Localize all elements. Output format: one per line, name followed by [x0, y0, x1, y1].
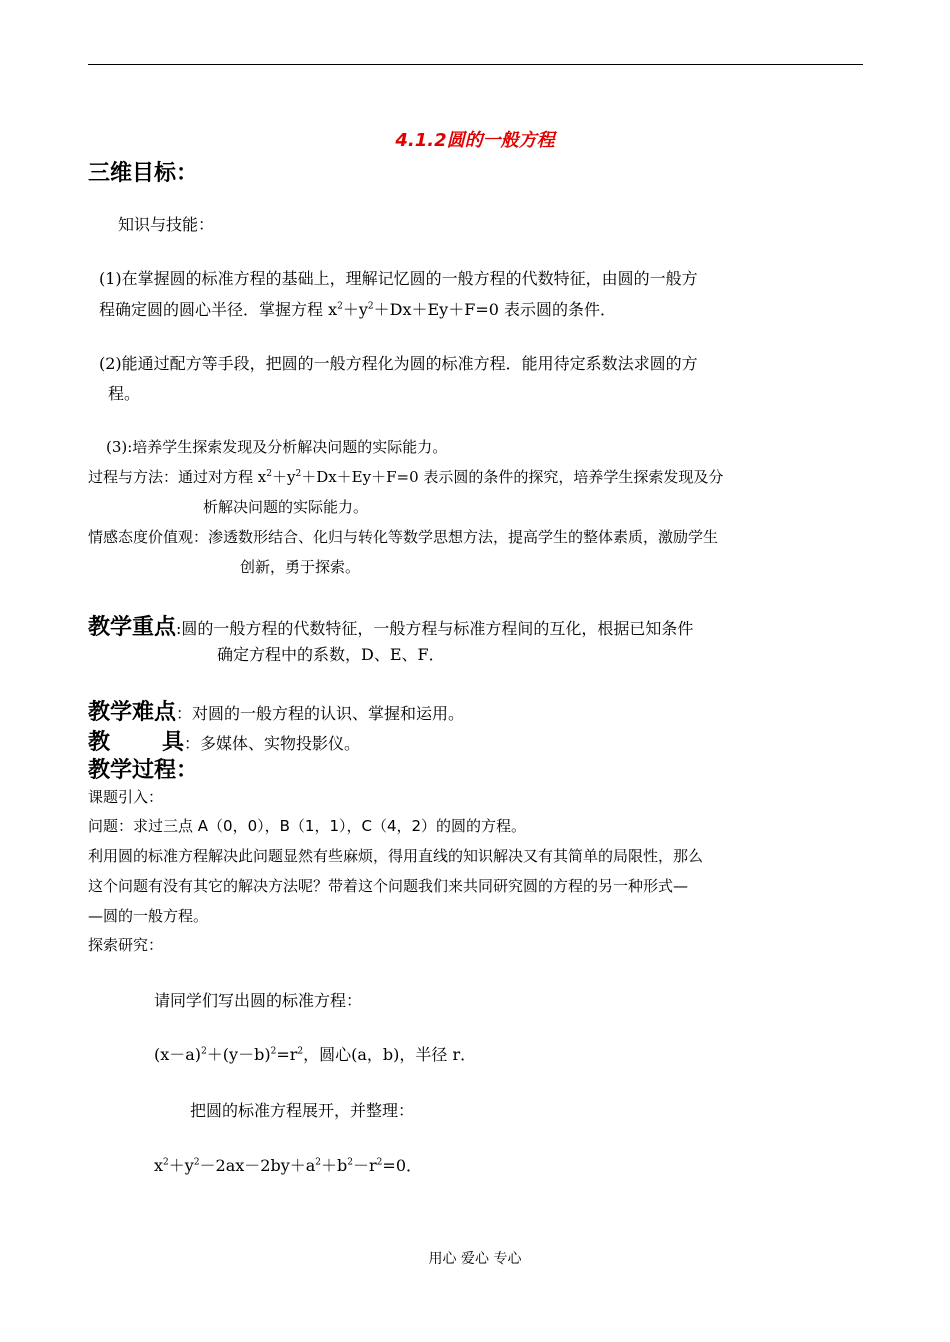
- intro-paragraph-line-3: —圆的一般方程。: [88, 907, 209, 925]
- page-footer: 用心 爱心 专心: [428, 1251, 522, 1267]
- objectives-heading: 三维目标：: [88, 161, 199, 186]
- tools-line: 教 具：多媒体、实物投影仪。: [88, 730, 361, 755]
- intro-label: 课题引入：: [88, 788, 164, 806]
- difficulties-line: 教学难点：对圆的一般方程的认识、掌握和运用。: [88, 700, 465, 725]
- explore-label: 探索研究：: [88, 936, 164, 954]
- keypoints-heading: 教学重点: [88, 615, 177, 640]
- objective-item-1-line-1: (1)在掌握圆的标准方程的基础上，理解记忆圆的一般方程的代数特征，由圆的一般方: [99, 269, 698, 288]
- objective-item-1-line-2: 程确定圆的圆心半径．掌握方程 $x^2+y^2+Dx+Ey+F=0$ 表示圆的条件．: [99, 300, 616, 319]
- objective-item-2-line-1: (2)能通过配方等手段，把圆的一般方程化为圆的标准方程．能用待定系数法求圆的方: [99, 354, 698, 373]
- document-title: 4.1.2圆的一般方程: [395, 130, 555, 151]
- objective-item-2-line-2: 程。: [108, 384, 141, 403]
- process-method-line-1: 过程与方法：通过对方程 $x^2+y^2+Dx+Ey+F=0$ 表示圆的条件的探究，培养学生探索发现及分: [88, 468, 724, 486]
- intro-paragraph-line-2: 这个问题有没有其它的解决方法呢？带着这个问题我们来共同研究圆的方程的另一种形式—: [88, 877, 689, 895]
- expand-instruction: 把圆的标准方程展开，并整理：: [190, 1101, 415, 1120]
- expanded-equation: $x^2+y^2-2ax-2by+a^2+b^2-r^2=0$．: [154, 1156, 422, 1175]
- ask-standard-equation: 请同学们写出圆的标准方程：: [154, 991, 363, 1010]
- standard-equation: $(x-a)^2+(y-b)^2=r^2$，圆心(a，b)，半径 r．: [154, 1045, 477, 1064]
- emotion-values-line-2: 创新，勇于探索。: [240, 558, 361, 576]
- keypoints-line-2: 确定方程中的系数，D、E、F．: [217, 645, 445, 664]
- keypoints-line-1: 教学重点:圆的一般方程的代数特征，一般方程与标准方程间的互化，根据已知条件: [88, 615, 694, 640]
- difficulties-heading: 教学难点: [88, 700, 177, 725]
- emotion-values-line-1: 情感态度价值观：渗透数形结合、化归与转化等数学思想方法，提高学生的整体素质，激励学生: [88, 528, 719, 546]
- intro-paragraph-line-1: 利用圆的标准方程解决此问题显然有些麻烦，得用直线的知识解决又有其简单的局限性，那么: [88, 847, 704, 865]
- objective-item-3: (3):培养学生探索发现及分析解决问题的实际能力。: [106, 438, 448, 456]
- header-rule: [88, 64, 863, 65]
- process-heading: 教学过程：: [88, 758, 199, 783]
- process-method-line-2: 析解决问题的实际能力。: [203, 498, 369, 516]
- tools-heading: 教 具: [88, 730, 185, 755]
- knowledge-label: 知识与技能：: [118, 215, 215, 234]
- problem-statement: 问题：求过三点 A（0，0），B（1，1），C（4，2）的圆的方程。: [88, 817, 527, 835]
